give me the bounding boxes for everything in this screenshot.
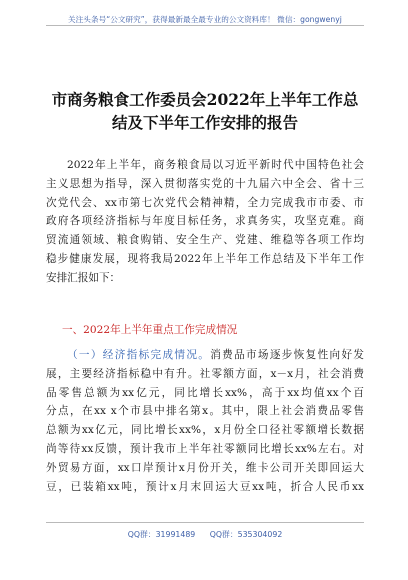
title-line-2: 结及下半年工作安排的报告 <box>111 113 298 132</box>
footer-qq-group-2: QQ群：535304092 <box>209 530 283 539</box>
header-divider <box>46 25 364 26</box>
footer-qq-group-1: QQ群：31991489 <box>127 530 196 539</box>
subsection-label: （一）经济指标完成情况。 <box>67 349 211 361</box>
footer-divider <box>46 522 364 523</box>
paragraph-line: 外贸易方面，xx口岸预计x月份开关，维卡公司开关即回运大 <box>46 461 364 474</box>
title-line-1: 市商务粮食工作委员会2022年上半年工作总 <box>51 90 359 109</box>
header-notice: 关注头条号“公文研究”，获得最新最全最专业的公文资料库！ 微信：gongwenyj <box>68 15 342 24</box>
paragraph-line: 分点，在xx x个市县中排名第x。其中，限上社会消费品零售 <box>46 405 364 418</box>
paragraph-line-text: 消费品市场逐步恢复性向好发 <box>210 349 364 361</box>
intro-line: 政府各项经济指标与年度目标任务，求真务实，攻坚克难。商 <box>46 215 364 228</box>
document-title <box>46 88 364 134</box>
paragraph-line: 尚等待xx反馈，预计我市上半年社零额同比增长xx%左右。对 <box>46 442 364 455</box>
paragraph-line <box>46 346 364 365</box>
intro-line: 2022年上半年，商务粮食局以习近平新时代中国特色社会 <box>67 159 364 171</box>
paragraph-line: 总额为xx亿元，同比增长xx%，x月份全口径社零额增长数据 <box>46 424 364 437</box>
intro-line: 稳步健康发展，现将我局2022年上半年工作总结及下半年工作 <box>46 252 364 265</box>
intro-line: 次党代会、xx市第七次党代会精神精，全力完成我市市委、市 <box>46 196 364 209</box>
economic-indicators-paragraph <box>46 346 364 496</box>
intro-line: 贸流通领域、粮食购销、安全生产、党建、维稳等各项工作均 <box>46 234 364 247</box>
paragraph-line: 展，主要经济指标稳中有升。社零额方面，x－x月，社会消费 <box>46 367 364 380</box>
intro-line: 安排汇报如下： <box>46 271 121 284</box>
intro-line: 主义思想为指导，深入贯彻落实党的十九届六中全会、省十三 <box>46 177 364 190</box>
intro-paragraph <box>46 156 364 288</box>
section-heading: 一、2022年上半年重点工作完成情况 <box>62 324 238 336</box>
footer <box>46 529 364 540</box>
paragraph-line: 豆，已装箱xx吨，预计x月末回运大豆xx吨，折合人民币xx <box>46 480 364 493</box>
paragraph-line: 品零售总额为xx亿元，同比增长xx%，高于xx均值xx个百 <box>46 386 364 399</box>
